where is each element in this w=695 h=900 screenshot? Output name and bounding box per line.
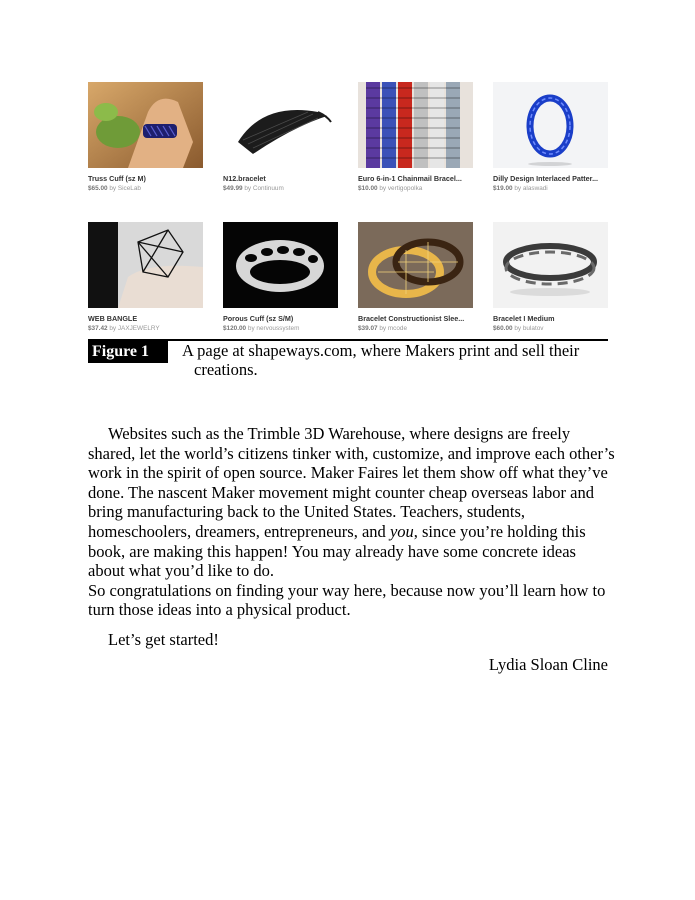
product-meta	[88, 185, 203, 192]
product-card[interactable]	[358, 222, 473, 332]
product-meta	[358, 185, 473, 192]
product-image-chainmail-bracelet[interactable]	[358, 82, 473, 168]
product-meta	[223, 325, 338, 332]
product-name[interactable]: Truss Cuff (sz M)	[88, 174, 146, 183]
product-name[interactable]: Porous Cuff (sz S/M)	[223, 314, 294, 323]
product-name[interactable]: Dilly Design Interlaced Patter...	[493, 174, 599, 183]
by-label: by	[247, 325, 255, 332]
product-card[interactable]	[493, 222, 608, 332]
product-name[interactable]: Bracelet Constructionist Slee...	[358, 314, 465, 323]
by-label: by	[514, 325, 522, 332]
product-meta	[493, 185, 608, 192]
product-image-porous-cuff[interactable]	[223, 222, 338, 308]
product-seller[interactable]: JAXJEWELRY	[117, 325, 160, 332]
product-price: $49.99	[223, 185, 243, 192]
product-name[interactable]: N12.bracelet	[223, 174, 266, 183]
product-price: $65.00	[88, 185, 108, 192]
product-seller[interactable]: nervoussystem	[256, 325, 300, 332]
product-card[interactable]	[88, 222, 203, 332]
product-seller[interactable]: Continuum	[252, 185, 284, 192]
product-price: $39.07	[358, 325, 378, 332]
product-seller[interactable]: bulatov	[522, 325, 544, 332]
author-signature: Lydia Sloan Cline	[488, 655, 608, 674]
body-text	[88, 424, 616, 650]
product-card[interactable]	[88, 82, 203, 192]
by-label: by	[379, 185, 387, 192]
by-label: by	[379, 325, 387, 332]
product-price: $120.00	[223, 325, 247, 332]
product-price: $10.00	[358, 185, 378, 192]
product-seller[interactable]: SiceLab	[117, 185, 141, 192]
paragraph	[88, 424, 616, 581]
product-card[interactable]	[223, 82, 338, 192]
product-meta	[223, 185, 338, 192]
by-label: by	[109, 185, 117, 192]
product-name[interactable]: WEB BANGLE	[88, 314, 138, 323]
product-image-truss-cuff[interactable]	[88, 82, 203, 168]
product-seller[interactable]: alaswadi	[522, 185, 548, 192]
paragraph: Let’s get started!	[108, 629, 219, 649]
product-card[interactable]	[493, 82, 608, 192]
figure-label: Figure 1	[88, 341, 168, 363]
by-label: by	[109, 325, 117, 332]
product-name[interactable]: Bracelet I Medium	[493, 314, 555, 323]
figure-caption: A page at shapeways.com, where Makers print and sell their creations.	[182, 341, 580, 379]
product-price: $37.42	[88, 325, 108, 332]
product-image-n12-bracelet[interactable]	[223, 82, 338, 168]
product-price: $19.00	[493, 185, 513, 192]
product-image-constructionist-bracelet[interactable]	[358, 222, 473, 308]
emphasis-text: you	[389, 521, 414, 541]
product-seller[interactable]: vertigopolka	[387, 185, 423, 192]
paragraph-text: , since you’re holding this book, are making this happen! You may already have some concrete ideas about what you’d like to do.	[88, 521, 586, 581]
product-image-bracelet-i-medium[interactable]	[493, 222, 608, 308]
product-meta	[88, 325, 203, 332]
paragraph-text: Websites such as the Trimble 3D Warehouse, where designs are freely shared, let the world’s citizens tinker with, customize, and improve each other’s work in the spirit of open source. Maker Faires let them show off what they’ve done. The nascent Maker movement might counter cheap overseas labor and bring manufacturing back to the United States. Teachers, students, homeschoolers, dreamers, entrepreneurs, and	[88, 424, 615, 541]
product-meta	[358, 325, 473, 332]
product-card[interactable]	[358, 82, 473, 192]
product-image-interlaced-bracelet[interactable]	[493, 82, 608, 168]
product-name[interactable]: Euro 6-in-1 Chainmail Bracel...	[358, 174, 462, 183]
paragraph: So congratulations on finding your way here, because now you’ll learn how to turn those ideas into a physical product.	[88, 580, 606, 620]
by-label: by	[514, 185, 522, 192]
product-card[interactable]	[223, 222, 338, 332]
product-meta	[493, 325, 608, 332]
product-seller[interactable]: mcode	[387, 325, 408, 332]
by-label: by	[244, 185, 252, 192]
product-price: $60.00	[493, 325, 513, 332]
product-image-web-bangle[interactable]	[88, 222, 203, 308]
